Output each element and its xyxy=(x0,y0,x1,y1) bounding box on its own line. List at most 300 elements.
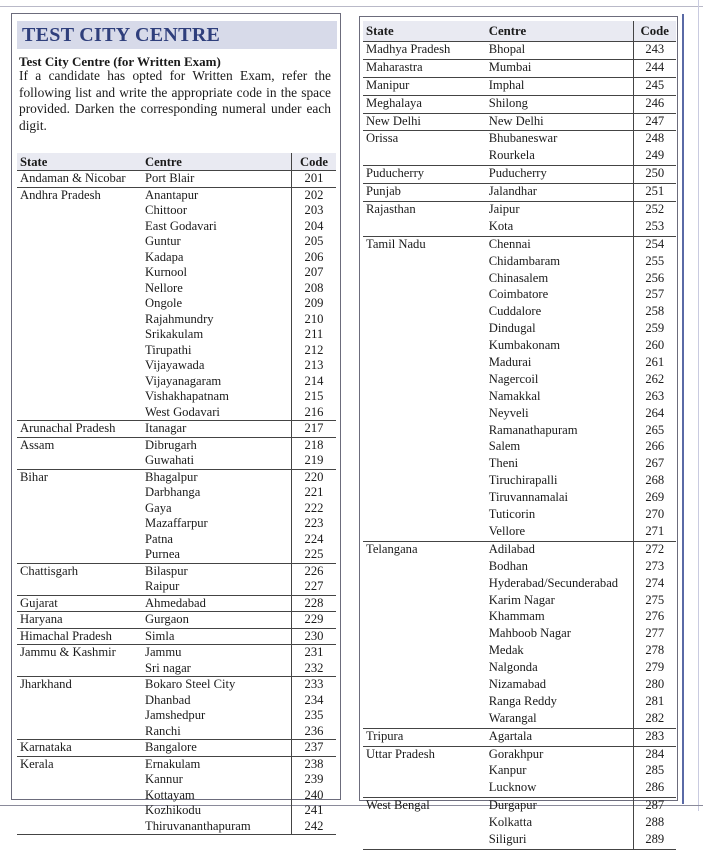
cell-code: 216 xyxy=(291,405,336,421)
cell-state xyxy=(17,327,142,343)
table-row xyxy=(363,728,676,746)
cell-centre: Nizamabad xyxy=(488,676,547,691)
instructions-text: If a candidate has opted for Written Exam, refer the following list and write the appropriate code in the space provided. Darken the corresponding numeral under each digit. xyxy=(19,68,331,133)
cell-code: 215 xyxy=(291,389,336,405)
cell-code: 214 xyxy=(291,374,336,390)
cell-state: Tamil Nadu xyxy=(363,236,486,253)
table-row xyxy=(363,780,676,797)
cell-centre: Durgapur xyxy=(486,798,633,815)
table-row xyxy=(363,202,676,219)
table-row xyxy=(17,532,336,548)
cell-code: 254 xyxy=(633,236,676,253)
cell-centre: Jalandhar xyxy=(486,184,633,202)
cell-code: 289 xyxy=(633,832,676,849)
cell-code: 208 xyxy=(291,281,336,297)
table-row xyxy=(363,42,676,60)
cell-centre: Kottayam xyxy=(145,787,195,802)
cell-centre: Sri nagar xyxy=(145,660,191,675)
cell-centre: Khammam xyxy=(488,609,545,624)
cell-state: Maharastra xyxy=(363,59,486,77)
table-row xyxy=(363,559,676,576)
cell-code: 267 xyxy=(633,456,676,473)
cell-centre: Itanagar xyxy=(142,421,291,438)
cell-code: 271 xyxy=(633,524,676,541)
cell-centre: Warangal xyxy=(488,710,537,725)
cell-state xyxy=(363,780,486,797)
table-row xyxy=(363,473,676,490)
table-row xyxy=(17,485,336,501)
cell-centre: Rajahmundry xyxy=(145,311,214,326)
table-row xyxy=(363,593,676,610)
table-row xyxy=(17,724,336,740)
cell-code: 210 xyxy=(291,312,336,328)
cell-centre: Kolkatta xyxy=(488,815,533,830)
table-row xyxy=(363,677,676,694)
cell-state xyxy=(363,694,486,711)
page-edge-line xyxy=(698,0,699,811)
table-row xyxy=(17,234,336,250)
cell-code: 239 xyxy=(291,772,336,788)
cell-centre: Chinasalem xyxy=(488,270,549,285)
cell-state: Rajasthan xyxy=(363,202,486,219)
cell-centre: Chittoor xyxy=(145,203,188,217)
cell-centre: Ranga Reddy xyxy=(488,693,557,708)
cell-state xyxy=(17,343,142,359)
cell-state xyxy=(17,819,142,835)
cell-state xyxy=(17,708,142,724)
cell-centre: Gorakhpur xyxy=(486,746,633,763)
table-row xyxy=(17,265,336,281)
cell-state: Orissa xyxy=(363,131,486,148)
cell-state xyxy=(363,507,486,524)
table-row xyxy=(363,456,676,473)
cell-code: 230 xyxy=(291,628,336,645)
cell-code: 242 xyxy=(291,819,336,835)
cell-code: 221 xyxy=(291,485,336,501)
cell-code: 202 xyxy=(291,187,336,203)
cell-state xyxy=(17,772,142,788)
cell-state xyxy=(363,321,486,338)
table-body-right xyxy=(363,42,676,850)
cell-state: New Delhi xyxy=(363,113,486,131)
table-row xyxy=(363,131,676,148)
cell-code: 258 xyxy=(633,304,676,321)
cell-state: Uttar Pradesh xyxy=(363,746,486,763)
table-body-left xyxy=(17,171,336,835)
cell-code: 266 xyxy=(633,439,676,456)
cell-state xyxy=(17,203,142,219)
table-row xyxy=(363,660,676,677)
cell-centre: Chennai xyxy=(486,236,633,253)
cell-state: Bihar xyxy=(17,469,142,485)
cell-code: 273 xyxy=(633,559,676,576)
table-row xyxy=(17,740,336,757)
cell-code: 287 xyxy=(633,798,676,815)
cell-centre: Cuddalore xyxy=(488,304,542,319)
cell-state xyxy=(363,254,486,271)
cell-centre: Rourkela xyxy=(488,148,535,163)
cell-centre: Bhubaneswar xyxy=(486,131,633,148)
cell-state: Madhya Pradesh xyxy=(363,42,486,60)
table-row xyxy=(363,694,676,711)
cell-state: Tripura xyxy=(363,728,486,746)
table-row xyxy=(17,327,336,343)
cell-code: 270 xyxy=(633,507,676,524)
cell-code: 247 xyxy=(633,113,676,131)
cell-state: Chattisgarh xyxy=(17,563,142,579)
cell-code: 269 xyxy=(633,490,676,507)
cell-state xyxy=(17,296,142,312)
table-row xyxy=(17,579,336,595)
cell-code: 251 xyxy=(633,184,676,202)
cell-state: Assam xyxy=(17,437,142,453)
table-row xyxy=(17,677,336,693)
cell-code: 261 xyxy=(633,355,676,372)
table-row xyxy=(17,171,336,188)
table-row xyxy=(17,453,336,469)
cell-state xyxy=(17,516,142,532)
cell-centre: Namakkal xyxy=(488,388,541,403)
cell-code: 212 xyxy=(291,343,336,359)
cell-centre: Tuticorin xyxy=(488,507,536,522)
cell-code: 272 xyxy=(633,541,676,558)
cell-state xyxy=(17,547,142,563)
table-row xyxy=(363,148,676,165)
table-row xyxy=(363,643,676,660)
cell-state xyxy=(17,501,142,517)
table-row xyxy=(363,95,676,113)
cell-code: 263 xyxy=(633,389,676,406)
cell-code: 218 xyxy=(291,437,336,453)
cell-centre: Mahboob Nagar xyxy=(488,626,571,641)
cell-code: 246 xyxy=(633,95,676,113)
table-row xyxy=(363,609,676,626)
cell-state xyxy=(17,724,142,740)
subheading: Test City Centre (for Written Exam) xyxy=(19,54,221,69)
table-row xyxy=(17,421,336,438)
cell-state xyxy=(17,661,142,677)
cell-centre: Guntur xyxy=(145,234,181,248)
left-panel xyxy=(11,13,341,833)
cell-code: 250 xyxy=(633,166,676,184)
cell-centre: Shilong xyxy=(486,95,633,113)
cell-state: Jammu & Kashmir xyxy=(17,645,142,661)
cell-state xyxy=(363,626,486,643)
table-row xyxy=(363,507,676,524)
cell-centre: Srikakulam xyxy=(145,327,204,341)
cell-centre: Gurgaon xyxy=(142,612,291,629)
cell-centre: Mumbai xyxy=(486,59,633,77)
table-row xyxy=(17,389,336,405)
cell-code: 238 xyxy=(291,756,336,772)
cell-code: 279 xyxy=(633,660,676,677)
cell-centre: New Delhi xyxy=(486,113,633,131)
cell-state xyxy=(363,148,486,165)
table-row xyxy=(17,547,336,563)
table-row xyxy=(363,626,676,643)
table-row xyxy=(17,645,336,661)
cell-code: 253 xyxy=(633,219,676,236)
header-state: State xyxy=(17,153,142,171)
cell-centre: Vijayawada xyxy=(145,358,205,372)
table-row xyxy=(17,693,336,709)
cell-centre: Ahmedabad xyxy=(142,595,291,612)
cell-state: Andaman & Nicobar xyxy=(17,171,142,188)
cell-centre: Vijayanagaram xyxy=(145,373,222,388)
table-row xyxy=(363,184,676,202)
cell-centre: Jamshedpur xyxy=(145,708,206,722)
table-row xyxy=(17,203,336,219)
cell-code: 226 xyxy=(291,563,336,579)
cell-centre: Agartala xyxy=(486,728,633,746)
cell-state xyxy=(363,677,486,694)
table-row xyxy=(17,612,336,629)
cell-centre: Ranchi xyxy=(145,723,181,738)
cell-code: 232 xyxy=(291,661,336,677)
table-row xyxy=(17,219,336,235)
header-centre: Centre xyxy=(486,21,633,42)
cell-state xyxy=(17,265,142,281)
centre-table-right xyxy=(363,21,676,850)
cell-centre: Theni xyxy=(488,456,519,471)
table-row xyxy=(17,661,336,677)
cell-centre: Kozhikodu xyxy=(145,803,202,817)
cell-code: 252 xyxy=(633,202,676,219)
table-row xyxy=(17,756,336,772)
cell-centre: Tiruvannamalai xyxy=(488,490,569,505)
cell-code: 240 xyxy=(291,788,336,804)
table-row xyxy=(363,355,676,372)
cell-code: 255 xyxy=(633,254,676,271)
header-code: Code xyxy=(633,21,676,42)
cell-state: Arunachal Pradesh xyxy=(17,421,142,438)
table-row xyxy=(363,524,676,541)
cell-centre: Kurnool xyxy=(145,265,188,279)
table-row xyxy=(363,113,676,131)
table-row xyxy=(363,406,676,423)
cell-code: 225 xyxy=(291,547,336,563)
title-banner xyxy=(17,21,337,49)
cell-centre: Vellore xyxy=(488,523,526,538)
cell-code: 265 xyxy=(633,423,676,440)
cell-centre: Kumbakonam xyxy=(488,338,561,353)
table-row xyxy=(363,59,676,77)
cell-code: 259 xyxy=(633,321,676,338)
cell-centre: Bodhan xyxy=(488,558,528,573)
cell-code: 278 xyxy=(633,643,676,660)
table-row xyxy=(17,343,336,359)
cell-centre: Darbhanga xyxy=(145,485,201,499)
cell-code: 222 xyxy=(291,501,336,517)
cell-centre: Chidambaram xyxy=(488,253,561,268)
cell-state: Meghalaya xyxy=(363,95,486,113)
cell-state: Manipur xyxy=(363,77,486,95)
cell-centre: Madurai xyxy=(488,355,532,370)
cell-code: 233 xyxy=(291,677,336,693)
page-margin-bar xyxy=(682,14,684,804)
cell-code: 262 xyxy=(633,372,676,389)
cell-state xyxy=(17,374,142,390)
table-header-row xyxy=(17,153,336,171)
cell-centre: Tirupathi xyxy=(145,342,192,357)
header-state: State xyxy=(363,21,486,42)
right-panel xyxy=(359,16,678,846)
cell-code: 223 xyxy=(291,516,336,532)
cell-state xyxy=(17,485,142,501)
cell-state: West Bengal xyxy=(363,798,486,815)
table-row xyxy=(363,271,676,288)
cell-code: 235 xyxy=(291,708,336,724)
cell-state: Karnataka xyxy=(17,740,142,757)
table-row xyxy=(17,405,336,421)
table-row xyxy=(363,219,676,236)
cell-code: 220 xyxy=(291,469,336,485)
cell-centre: Guwahati xyxy=(145,453,195,467)
cell-code: 243 xyxy=(633,42,676,60)
cell-code: 245 xyxy=(633,77,676,95)
table-row xyxy=(17,250,336,266)
cell-code: 228 xyxy=(291,595,336,612)
cell-centre: Anantapur xyxy=(142,187,291,203)
cell-centre: Lucknow xyxy=(488,780,537,795)
cell-code: 237 xyxy=(291,740,336,757)
cell-code: 203 xyxy=(291,203,336,219)
table-row xyxy=(363,763,676,780)
cell-state xyxy=(17,234,142,250)
table-row xyxy=(363,439,676,456)
cell-state xyxy=(17,405,142,421)
cell-centre: Jaipur xyxy=(486,202,633,219)
cell-state: Jharkhand xyxy=(17,677,142,693)
cell-code: 286 xyxy=(633,780,676,797)
cell-centre: Purnea xyxy=(145,547,181,561)
cell-code: 244 xyxy=(633,59,676,77)
cell-state: Andhra Pradesh xyxy=(17,187,142,203)
cell-code: 236 xyxy=(291,724,336,740)
cell-centre: Kota xyxy=(488,218,514,233)
cell-centre: Dibrugarh xyxy=(142,437,291,453)
cell-state xyxy=(363,389,486,406)
table-row xyxy=(363,423,676,440)
cell-code: 288 xyxy=(633,815,676,832)
cell-state xyxy=(363,660,486,677)
cell-state xyxy=(363,576,486,593)
cell-centre: Vishakhapatnam xyxy=(145,389,229,403)
cell-code: 229 xyxy=(291,612,336,629)
cell-code: 227 xyxy=(291,579,336,595)
table-row xyxy=(17,374,336,390)
cell-centre: Kadapa xyxy=(145,249,184,264)
table-row xyxy=(363,236,676,253)
cell-state: Puducherry xyxy=(363,166,486,184)
table-row xyxy=(363,166,676,184)
cell-state xyxy=(363,490,486,507)
table-row xyxy=(363,832,676,849)
cell-code: 231 xyxy=(291,645,336,661)
table-row xyxy=(17,281,336,297)
header-centre: Centre xyxy=(142,153,291,171)
cell-centre: Raipur xyxy=(145,579,180,593)
table-row xyxy=(363,372,676,389)
cell-centre: Mazaffarpur xyxy=(145,516,208,530)
cell-code: 207 xyxy=(291,265,336,281)
cell-centre: Bhagalpur xyxy=(142,469,291,485)
cell-centre: Bokaro Steel City xyxy=(142,677,291,693)
cell-code: 275 xyxy=(633,593,676,610)
table-row xyxy=(363,304,676,321)
cell-code: 268 xyxy=(633,473,676,490)
cell-state xyxy=(363,439,486,456)
cell-state xyxy=(363,456,486,473)
table-row xyxy=(17,312,336,328)
table-row xyxy=(363,746,676,763)
cell-code: 241 xyxy=(291,803,336,819)
cell-code: 285 xyxy=(633,763,676,780)
cell-state xyxy=(363,355,486,372)
table-row xyxy=(17,296,336,312)
cell-centre: Tiruchirapalli xyxy=(488,473,558,488)
cell-state: Gujarat xyxy=(17,595,142,612)
cell-centre: Imphal xyxy=(486,77,633,95)
table-row xyxy=(17,708,336,724)
cell-centre: Bilaspur xyxy=(142,563,291,579)
cell-centre: Dindugal xyxy=(488,321,536,336)
cell-code: 281 xyxy=(633,694,676,711)
cell-code: 217 xyxy=(291,421,336,438)
cell-centre: Neyveli xyxy=(488,405,529,420)
cell-code: 274 xyxy=(633,576,676,593)
cell-centre: Nellore xyxy=(145,280,183,295)
cell-centre: Bangalore xyxy=(142,740,291,757)
cell-state xyxy=(363,287,486,304)
cell-code: 209 xyxy=(291,296,336,312)
cell-code: 219 xyxy=(291,453,336,469)
table-row xyxy=(363,490,676,507)
cell-code: 211 xyxy=(291,327,336,343)
cell-state xyxy=(363,304,486,321)
cell-code: 213 xyxy=(291,358,336,374)
cell-centre: Jammu xyxy=(142,645,291,661)
cell-centre: Coimbatore xyxy=(488,287,549,302)
cell-state xyxy=(17,250,142,266)
cell-state xyxy=(363,643,486,660)
header-code: Code xyxy=(291,153,336,171)
table-row xyxy=(17,437,336,453)
cell-centre: Port Blair xyxy=(142,171,291,188)
cell-state xyxy=(17,281,142,297)
cell-centre: Patna xyxy=(145,531,174,546)
cell-centre: West Godavari xyxy=(145,404,220,419)
cell-centre: Adilabad xyxy=(486,541,633,558)
cell-state: Telangana xyxy=(363,541,486,558)
table-row xyxy=(17,628,336,645)
cell-state: Haryana xyxy=(17,612,142,629)
cell-state xyxy=(363,338,486,355)
cell-state xyxy=(17,788,142,804)
cell-code: 204 xyxy=(291,219,336,235)
table-row xyxy=(17,516,336,532)
cell-code: 205 xyxy=(291,234,336,250)
cell-code: 224 xyxy=(291,532,336,548)
table-row xyxy=(363,798,676,815)
cell-state xyxy=(363,711,486,728)
cell-centre: Nalgonda xyxy=(488,660,538,675)
table-row xyxy=(17,819,336,835)
table-row xyxy=(363,254,676,271)
table-row xyxy=(363,338,676,355)
cell-centre: Ramanathapuram xyxy=(488,422,578,437)
cell-state xyxy=(17,579,142,595)
